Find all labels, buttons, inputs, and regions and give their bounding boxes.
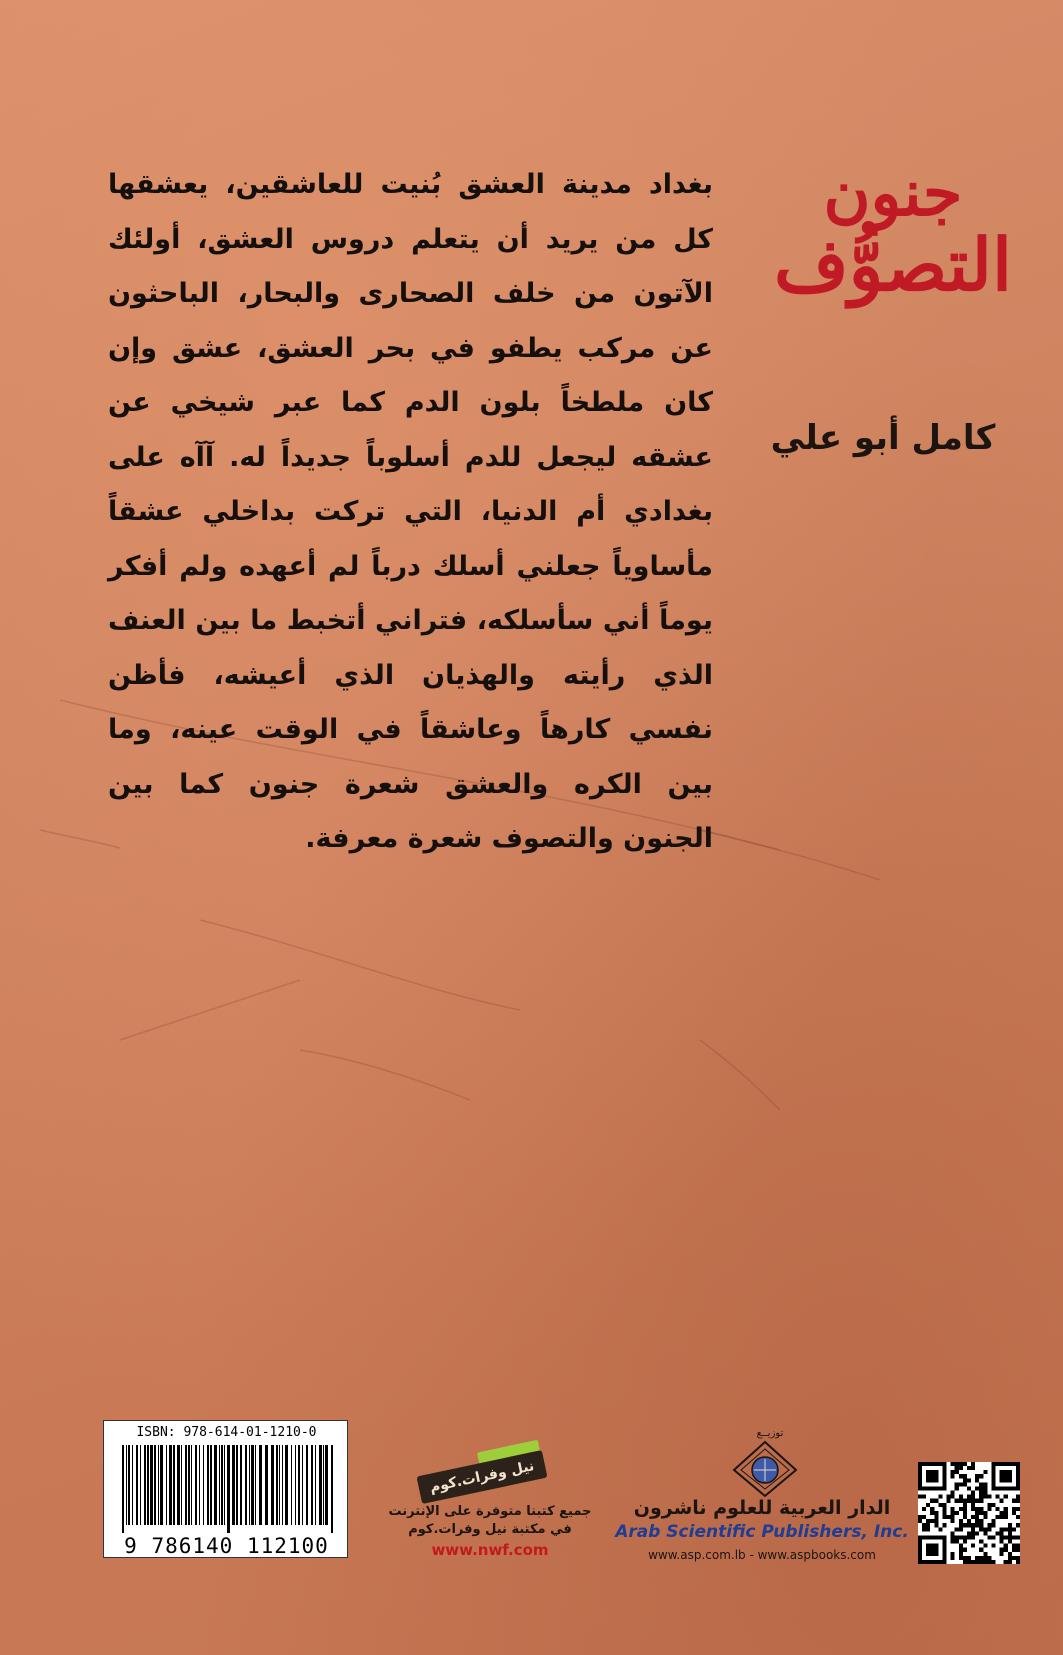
publisher-logo-icon (730, 1440, 800, 1498)
qr-code-icon (918, 1462, 1020, 1564)
publisher-urls: www.asp.com.lb - www.aspbooks.com (648, 1548, 876, 1562)
author-name: كامل أبو علي (770, 418, 996, 458)
isbn-label: ISBN: 978-614-01-1210-0 (136, 1425, 317, 1440)
nwf-url: www.nwf.com (431, 1541, 549, 1559)
publisher-name-ar: الدار العربية للعلوم ناشرون (633, 1497, 891, 1519)
nwf-availability (380, 1503, 600, 1539)
title-line-2: التصوُّف (774, 222, 1012, 308)
ean-number: 9 786140 112100 (124, 1534, 329, 1558)
barcode (103, 1420, 348, 1558)
publisher-name-en: Arab Scientific Publishers, Inc. (615, 1522, 909, 1542)
barcode-bars (122, 1445, 334, 1533)
distribution-label: توزيــع (756, 1428, 784, 1439)
book-title (768, 156, 1018, 308)
title-line-1: جنون (823, 156, 963, 231)
nwf-line-2: في مكتبة نيل وفرات.كوم (408, 1522, 572, 1537)
blurb-text: بغداد مدينة العشق بُنيت للعاشقين، يعشقها كل من يريد أن يتعلم دروس العشق، أولئك الآتون من خلف الصحارى والبحار، الباحثون عن مركب يطفو في بحر العشق، عشق وإن كان ملطخاً بلون الدم كما عبر شيخي عن عشقه ليجعل للدم أسلوباً جديداً له. آآه على بغدادي أم الدنيا، التي تركت بداخلي عشقاً مأساوياً جعلني أسلك درباً لم أعهده ولم أفكر يوماً أني سأسلكه، فتراني أتخبط ما بين العنف الذي رأيته والهذيان الذي أعيشه، فأظن نفسي كارهاً وعاشقاً في الوقت عينه، وما بين الكره والعشق شعرة جنون كما بين الجنون والتصوف شعرة معرفة. (108, 169, 713, 854)
nwf-line-1: جميع كتبنا متوفرة على الإنترنت (388, 1504, 592, 1519)
nwf-logo: نيل وفرات.كوم (416, 1450, 547, 1504)
